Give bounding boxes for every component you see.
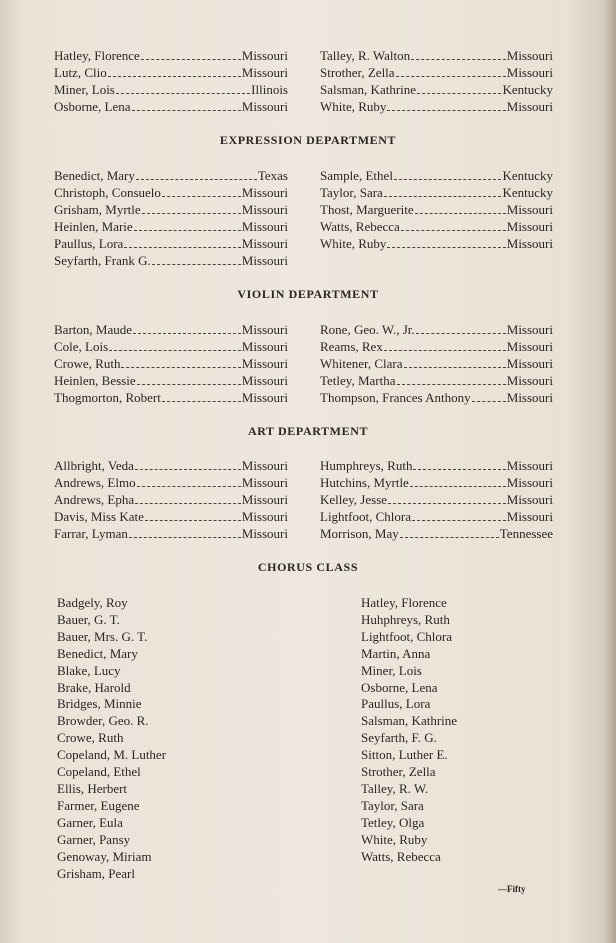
student-name: Christoph, Consuelo xyxy=(54,185,161,200)
chorus-member: Strother, Zella xyxy=(361,764,436,780)
home-state: Missouri xyxy=(241,509,288,524)
student-name: Watts, Rebecca xyxy=(320,219,400,234)
chorus-member: Miner, Lois xyxy=(361,662,422,678)
home-state: Missouri xyxy=(241,99,288,114)
student-name: Taylor, Sara xyxy=(320,185,383,200)
student-name: Crowe, Ruth xyxy=(54,356,121,371)
home-state: Missouri xyxy=(506,475,553,490)
chorus-member: Brake, Harold xyxy=(57,679,131,695)
home-state: Missouri xyxy=(506,509,553,524)
chorus-member: Huhphreys, Ruth xyxy=(361,611,450,627)
chorus-member: Salsman, Kathrine xyxy=(361,713,458,729)
roster-entry xyxy=(54,235,288,252)
home-state: Missouri xyxy=(506,99,553,114)
roster-entry xyxy=(320,47,553,64)
chorus-class-heading: CHORUS CLASS xyxy=(257,560,359,574)
dot-leader xyxy=(124,238,240,248)
home-state: Missouri xyxy=(506,458,553,473)
dot-leader xyxy=(388,494,506,504)
chorus-right-column xyxy=(361,595,457,866)
chorus-member: Hatley, Florence xyxy=(361,595,447,610)
student-name: Andrews, Elmo xyxy=(54,475,136,490)
roster-entry xyxy=(54,64,288,81)
home-state: Missouri xyxy=(506,492,553,507)
home-state: Missouri xyxy=(241,492,288,507)
chorus-member: Copeland, M. Luther xyxy=(57,747,167,763)
roster-entry xyxy=(320,372,553,389)
chorus-member: Taylor, Sara xyxy=(361,797,424,813)
student-name: Humphreys, Ruth xyxy=(320,458,413,473)
chorus-left-column xyxy=(57,595,166,882)
student-name: Seyfarth, Frank G. xyxy=(54,253,151,268)
roster-entry xyxy=(320,235,553,252)
right-column xyxy=(320,47,553,115)
student-name: Allbright, Veda xyxy=(54,458,134,473)
home-state: Missouri xyxy=(506,202,553,217)
chorus-member: Benedict, Mary xyxy=(57,645,138,661)
student-name: Rone, Geo. W., Jr. xyxy=(320,322,415,337)
dot-leader xyxy=(137,375,241,385)
home-state: Illinois xyxy=(251,82,288,97)
roster-entry xyxy=(54,355,288,372)
student-name: Davis, Miss Kate xyxy=(54,509,144,524)
chorus-member: Crowe, Ruth xyxy=(57,730,124,746)
roster-entry xyxy=(54,81,288,98)
home-state: Kentucky xyxy=(502,185,553,200)
chorus-member: Paullus, Lora xyxy=(361,696,431,712)
student-name: Tetley, Martha xyxy=(320,373,396,388)
roster-entry xyxy=(320,457,553,474)
roster-entry xyxy=(54,389,288,406)
dot-leader xyxy=(397,375,506,385)
left-column xyxy=(54,457,288,542)
home-state: Missouri xyxy=(241,373,288,388)
art-department-heading: ART DEPARTMENT xyxy=(247,424,369,438)
roster-entry xyxy=(54,457,288,474)
dot-leader xyxy=(384,341,506,351)
home-state: Missouri xyxy=(241,458,288,473)
roster-entry xyxy=(320,81,553,98)
roster-entry xyxy=(320,64,553,81)
student-name: White, Ruby xyxy=(320,236,387,251)
expression-department-list xyxy=(0,167,616,269)
home-state: Missouri xyxy=(241,202,288,217)
dot-leader xyxy=(417,84,501,94)
student-name: Strother, Zella xyxy=(320,65,395,80)
student-name: Heinlen, Marie xyxy=(54,219,133,234)
roster-entry xyxy=(54,98,288,115)
chorus-member: Talley, R. W. xyxy=(361,780,429,796)
dot-leader xyxy=(116,84,250,94)
dot-leader xyxy=(401,221,506,231)
left-column xyxy=(54,167,288,269)
student-name: Thost, Marguerite xyxy=(320,202,414,217)
dot-leader xyxy=(134,221,241,231)
home-state: Missouri xyxy=(506,390,553,405)
dot-leader xyxy=(404,358,506,368)
roster-entry xyxy=(320,474,553,491)
home-state: Kentucky xyxy=(502,168,553,183)
dot-leader xyxy=(396,67,506,77)
roster-entry xyxy=(320,321,553,338)
dot-leader xyxy=(410,477,506,487)
chorus-member: Bridges, Minnie xyxy=(57,696,142,712)
home-state: Missouri xyxy=(506,48,553,63)
roster-entry xyxy=(320,508,553,525)
roster-entry xyxy=(54,47,288,64)
student-name: Cole, Lois xyxy=(54,339,109,354)
roster-entry xyxy=(54,218,288,235)
violin-department-heading: VIOLIN DEPARTMENT xyxy=(237,287,379,301)
dot-leader xyxy=(416,324,506,334)
chorus-member: Copeland, Ethel xyxy=(57,764,141,780)
roster-entry xyxy=(54,321,288,338)
home-state: Missouri xyxy=(506,236,553,251)
dot-leader xyxy=(400,528,499,538)
dot-leader xyxy=(109,341,241,351)
roster-entry xyxy=(320,184,553,201)
student-name: Kelley, Jesse xyxy=(320,492,388,507)
home-state: Missouri xyxy=(241,322,288,337)
home-state: Texas xyxy=(257,168,288,183)
dot-leader xyxy=(152,255,241,265)
home-state: Missouri xyxy=(241,48,288,63)
home-state: Missouri xyxy=(506,356,553,371)
dot-leader xyxy=(413,460,505,470)
home-state: Missouri xyxy=(241,253,288,268)
student-name: Miner, Lois xyxy=(54,82,115,97)
dot-leader xyxy=(136,170,257,180)
home-state: Missouri xyxy=(241,236,288,251)
dot-leader xyxy=(412,511,506,521)
dot-leader xyxy=(133,324,241,334)
home-state: Missouri xyxy=(241,356,288,371)
chorus-member: Farmer, Eugene xyxy=(57,797,140,813)
chorus-member: Grisham, Pearl xyxy=(57,865,135,881)
home-state: Missouri xyxy=(241,339,288,354)
roster-entry xyxy=(320,98,553,115)
student-name: Hatley, Florence xyxy=(54,48,140,63)
dot-leader xyxy=(108,67,241,77)
left-column xyxy=(54,47,288,115)
dot-leader xyxy=(472,392,506,402)
student-name: Thogmorton, Robert xyxy=(54,390,161,405)
home-state: Missouri xyxy=(241,65,288,80)
home-state: Missouri xyxy=(241,185,288,200)
right-column xyxy=(320,321,553,406)
chorus-member: Watts, Rebecca xyxy=(361,848,441,864)
roster-entry xyxy=(320,201,553,218)
violin-department-list xyxy=(0,321,616,406)
dot-leader xyxy=(132,101,241,111)
student-name: Lutz, Clio xyxy=(54,65,107,80)
student-name: Barton, Maude xyxy=(54,322,132,337)
dot-leader xyxy=(415,204,506,214)
student-name: Farrar, Lyman xyxy=(54,526,128,541)
chorus-member: Blake, Lucy xyxy=(57,662,121,678)
roster-entry xyxy=(54,525,288,542)
student-name: Morrison, May xyxy=(320,526,399,541)
chorus-member: Bauer, G. T. xyxy=(57,611,120,627)
dot-leader xyxy=(162,187,241,197)
roster-entry xyxy=(320,218,553,235)
chorus-member: Ellis, Herbert xyxy=(57,780,128,796)
student-name: Osborne, Lena xyxy=(54,99,131,114)
home-state: Missouri xyxy=(241,219,288,234)
student-name: Thompson, Frances Anthony xyxy=(320,390,471,405)
dot-leader xyxy=(145,511,241,521)
student-name: Sample, Ethel xyxy=(320,168,393,183)
student-name: Benedict, Mary xyxy=(54,168,135,183)
student-name: Whitener, Clara xyxy=(320,356,403,371)
student-name: Heinlen, Bessie xyxy=(54,373,136,388)
left-column xyxy=(54,321,288,406)
student-name: Hutchins, Myrtle xyxy=(320,475,409,490)
home-state: Missouri xyxy=(506,65,553,80)
expression-department-heading: EXPRESSION DEPARTMENT xyxy=(219,133,397,147)
dot-leader xyxy=(121,358,240,368)
roster-entry xyxy=(320,338,553,355)
dot-leader xyxy=(384,187,502,197)
student-name: Talley, R. Walton xyxy=(320,48,411,63)
dot-leader xyxy=(387,238,505,248)
roster-entry xyxy=(54,474,288,491)
home-state: Missouri xyxy=(241,526,288,541)
student-name: Reams, Rex xyxy=(320,339,383,354)
home-state: Tennessee xyxy=(499,526,553,541)
right-column xyxy=(320,457,553,542)
dot-leader xyxy=(141,50,241,60)
chorus-member: Tetley, Olga xyxy=(361,814,425,830)
chorus-member: Bauer, Mrs. G. T. xyxy=(57,628,148,644)
student-name: Paullus, Lora xyxy=(54,236,124,251)
dot-leader xyxy=(162,392,241,402)
chorus-member: Osborne, Lena xyxy=(361,679,438,695)
roster-entry xyxy=(320,525,553,542)
roster-entry xyxy=(54,372,288,389)
student-name: Andrews, Epha xyxy=(54,492,135,507)
right-column xyxy=(320,167,553,269)
roster-entry xyxy=(320,389,553,406)
roster-entry xyxy=(54,338,288,355)
roster-entry xyxy=(54,491,288,508)
chorus-member: Browder, Geo. R. xyxy=(57,713,149,729)
chorus-member: Genoway, Miriam xyxy=(57,848,152,864)
home-state: Missouri xyxy=(241,475,288,490)
dot-leader xyxy=(387,101,505,111)
dot-leader xyxy=(135,494,241,504)
home-state: Missouri xyxy=(241,390,288,405)
student-name: White, Ruby xyxy=(320,99,387,114)
home-state: Missouri xyxy=(506,219,553,234)
student-name: Grisham, Myrtle xyxy=(54,202,141,217)
dot-leader xyxy=(142,204,241,214)
chorus-member: Martin, Anna xyxy=(361,645,431,661)
roster-entry xyxy=(54,508,288,525)
roster-entry xyxy=(54,184,288,201)
dot-leader xyxy=(135,460,241,470)
chorus-member: Badgely, Roy xyxy=(57,595,128,610)
continued-list xyxy=(0,47,616,115)
page-number: —Fifty xyxy=(498,884,526,894)
chorus-member: Sitton, Luther E. xyxy=(361,747,448,763)
art-department-list xyxy=(0,457,616,542)
chorus-member: Lightfoot, Chlora xyxy=(361,628,452,644)
roster-entry xyxy=(320,491,553,508)
dot-leader xyxy=(394,170,502,180)
home-state: Kentucky xyxy=(502,82,553,97)
chorus-member: Garner, Pansy xyxy=(57,831,131,847)
home-state: Missouri xyxy=(506,373,553,388)
home-state: Missouri xyxy=(506,339,553,354)
chorus-member: Garner, Eula xyxy=(57,814,123,830)
roster-entry xyxy=(54,252,288,269)
roster-entry xyxy=(320,355,553,372)
chorus-member: White, Ruby xyxy=(361,831,428,847)
chorus-member: Seyfarth, F. G. xyxy=(361,730,437,746)
roster-entry xyxy=(54,167,288,184)
student-name: Salsman, Kathrine xyxy=(320,82,417,97)
dot-leader xyxy=(137,477,241,487)
roster-entry xyxy=(54,201,288,218)
student-name: Lightfoot, Chlora xyxy=(320,509,411,524)
dot-leader xyxy=(129,528,241,538)
home-state: Missouri xyxy=(506,322,553,337)
roster-entry xyxy=(320,167,553,184)
dot-leader xyxy=(411,50,506,60)
